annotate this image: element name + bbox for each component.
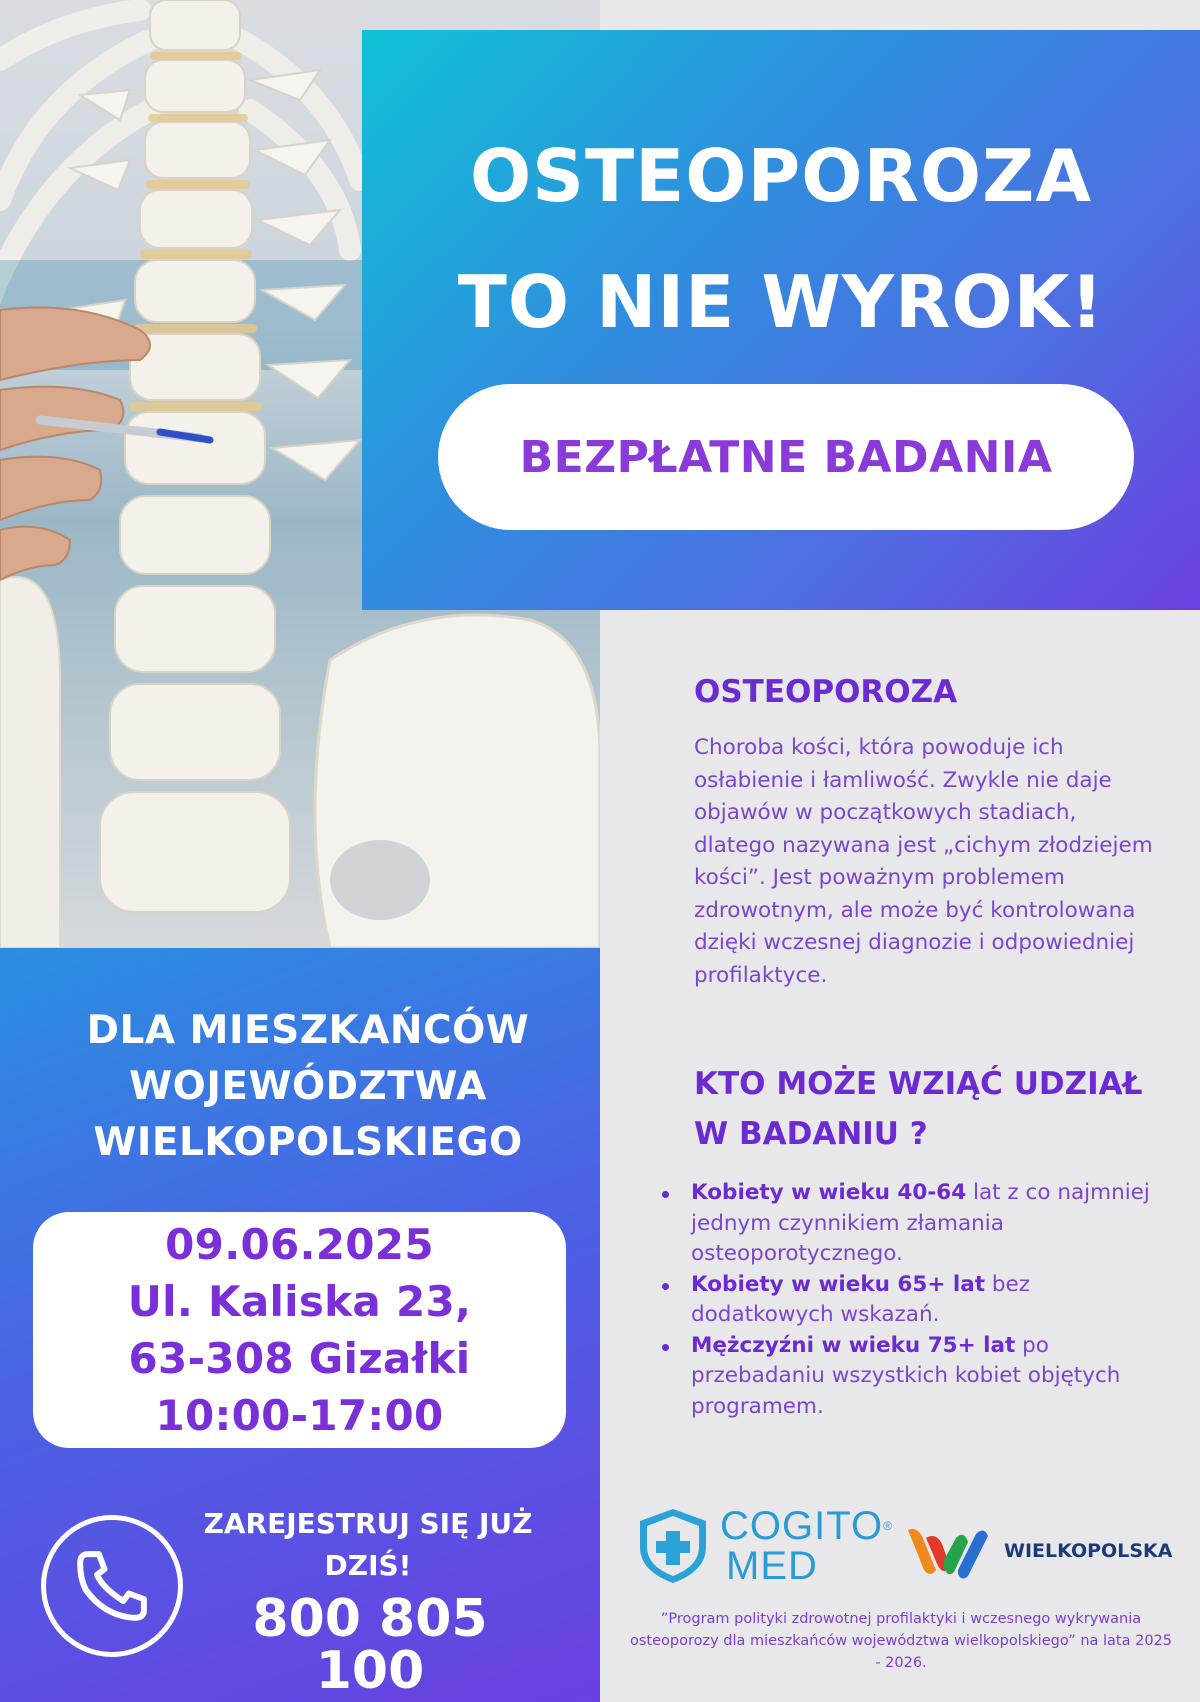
- eligibility-list: [660, 1178, 1170, 1422]
- hero-banner: [362, 30, 1200, 610]
- eligibility-item-bold: Mężczyźni w wieku 75+ lat: [691, 1332, 1016, 1358]
- cogito-med-logo: [636, 1506, 893, 1586]
- cogito-wordmark-line2: MED: [726, 1544, 818, 1588]
- eligibility-item-bold: Kobiety w wieku 40-64: [691, 1180, 967, 1205]
- phone-icon: [41, 1515, 183, 1657]
- hero-title-line2: TO NIE WYROK!: [457, 260, 1105, 344]
- eligibility-heading: KTO MOŻE WZIĄĆ UDZIAŁ W BADANIU ?: [694, 1066, 1143, 1152]
- register-line: ZAREJESTRUJ SIĘ JUŻ: [203, 1507, 533, 1540]
- eligibility-item: [660, 1331, 1170, 1423]
- hero-title-line1: OSTEOPOROZA: [469, 134, 1093, 218]
- registered-mark: ®: [883, 1519, 893, 1533]
- residents-line: DLA MIESZKAŃCÓW: [86, 1008, 530, 1053]
- osteoporosis-description: Choroba kości, która powoduje ich osłabienie i łamliwość. Zwykle nie daje objawów w początkowych stadiach, dlatego nazywana jest „cichym złodziejem kości”. Jest poważnym problemem zdrowotnym, ale może być kontrolowana dzięki wczesnej diagnozie i odpowiedniej profilaktyce.: [694, 735, 1153, 988]
- register-line: DZIŚ!: [324, 1549, 412, 1582]
- cogito-wordmark-line1: COGITO: [720, 1504, 884, 1548]
- event-date: 09.06.2025: [165, 1220, 434, 1269]
- event-city: 63-308 Gizałki: [128, 1334, 471, 1383]
- wielkopolska-logo: [906, 1520, 1172, 1582]
- eligibility-item: [660, 1178, 1170, 1270]
- eligibility-item-text: po przebadaniu wszystkich kobiet objętych programem.: [691, 1332, 1121, 1419]
- event-street: Ul. Kaliska 23,: [127, 1277, 472, 1326]
- register-call-to-action: [178, 1503, 558, 1587]
- eligibility-item: [660, 1270, 1170, 1331]
- eligibility-item-text: bez dodatkowych wskazań.: [691, 1271, 1030, 1327]
- cogito-med-wordmark: [720, 1506, 893, 1586]
- residents-title: [0, 1003, 616, 1171]
- eligibility-item-text: lat z co najmniej jednym czynnikiem złamania osteoporotycznego.: [691, 1180, 1150, 1266]
- event-details-card: [33, 1212, 566, 1448]
- phone-number[interactable]: 800 805 100: [252, 1589, 488, 1701]
- osteoporosis-heading: OSTEOPOROZA: [694, 674, 958, 710]
- wielkopolska-w-icon: [906, 1520, 990, 1582]
- medical-cross-shield-icon: [636, 1507, 710, 1585]
- free-tests-label: BEZPŁATNE BADANIA: [519, 431, 1053, 483]
- residents-line: WOJEWÓDZTWA: [129, 1064, 487, 1109]
- wielkopolska-wordmark: WIELKOPOLSKA: [1004, 1540, 1173, 1562]
- residents-line: WIELKOPOLSKIEGO: [93, 1120, 523, 1165]
- program-footnote: ”Program polityki zdrowotnej profilaktyki i wczesnego wykrywania osteoporozy dla mieszkańców województwa wielkopolskiego” na lata 2025 - 2026.: [629, 1611, 1172, 1671]
- event-info-panel: [0, 948, 600, 1702]
- event-hours: 10:00-17:00: [155, 1391, 444, 1440]
- free-tests-badge: [438, 384, 1134, 530]
- eligibility-item-bold: Kobiety w wieku 65+ lat: [691, 1271, 985, 1297]
